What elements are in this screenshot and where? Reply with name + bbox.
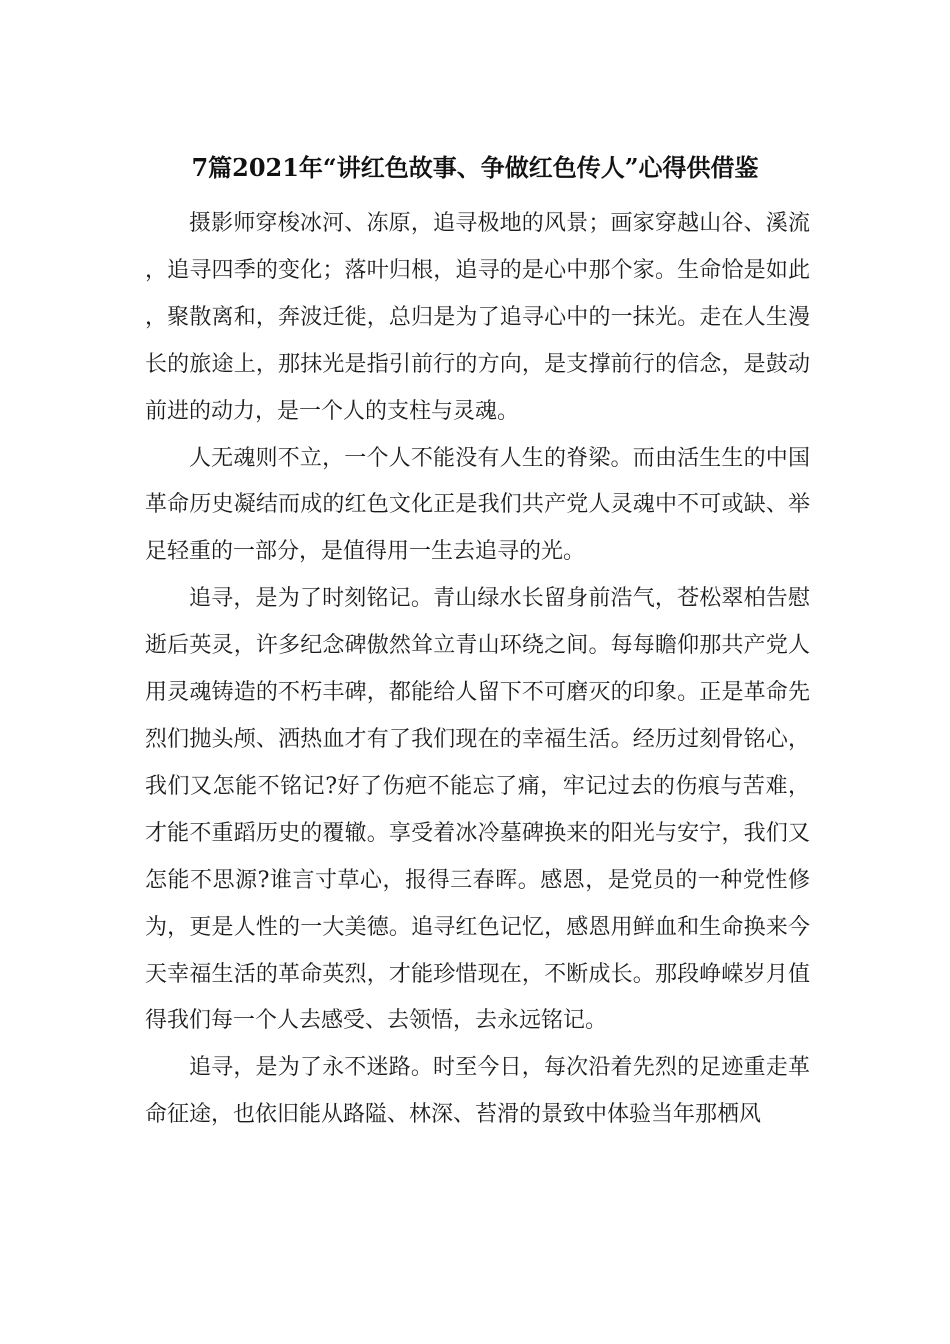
paragraph-3: 追寻，是为了时刻铭记。青山绿水长留身前浩气，苍松翠柏告慰逝后英灵，许多纪念碑傲然耸立青山环绕之间。每每瞻仰那共产党人用灵魂铸造的不朽丰碑，都能给人留下不可磨灭的印象。正是革命先烈们抛头颅、洒热血才有了我们现在的幸福生活。经历过刻骨铭心，我们又怎能不铭记?好了伤疤不能忘了痛，牢记过去的伤痕与苦难，才能不重蹈历史的覆辙。享受着冰冷墓碑换来的阳光与安宁，我们又怎能不思源?谁言寸草心，报得三春晖。感恩，是党员的一种党性修为，更是人性的一大美德。追寻红色记忆，感恩用鲜血和生命换来今天幸福生活的革命英烈，才能珍惜现在，不断成长。那段峥嵘岁月值得我们每一个人去感受、去领悟，去永远铭记。 [145, 586, 810, 1034]
paragraph-2: 人无魂则不立，一个人不能没有人生的脊梁。而由活生生的中国革命历史凝结而成的红色文化正是我们共产党人灵魂中不可或缺、举足轻重的一部分，是值得用一生去追寻的光。 [145, 445, 810, 565]
document-title: 7篇2021年“讲红色故事、争做红色传人”心得供借鉴 [191, 153, 759, 182]
document-body [145, 201, 810, 1139]
paragraph-1: 摄影师穿梭冰河、冻原，追寻极地的风景；画家穿越山谷、溪流，追寻四季的变化；落叶归根，追寻的是心中那个家。生命恰是如此，聚散离和，奔波迁徙，总归是为了追寻心中的一抹光。走在人生漫长的旅途上，那抹光是指引前行的方向，是支撑前行的信念，是鼓动前进的动力，是一个人的支柱与灵魂。 [145, 211, 810, 424]
paragraph-4: 追寻，是为了永不迷路。时至今日，每次沿着先烈的足迹重走革命征途，也依旧能从路隘、林深、苔滑的景致中体验当年那栖风 [145, 1055, 810, 1128]
